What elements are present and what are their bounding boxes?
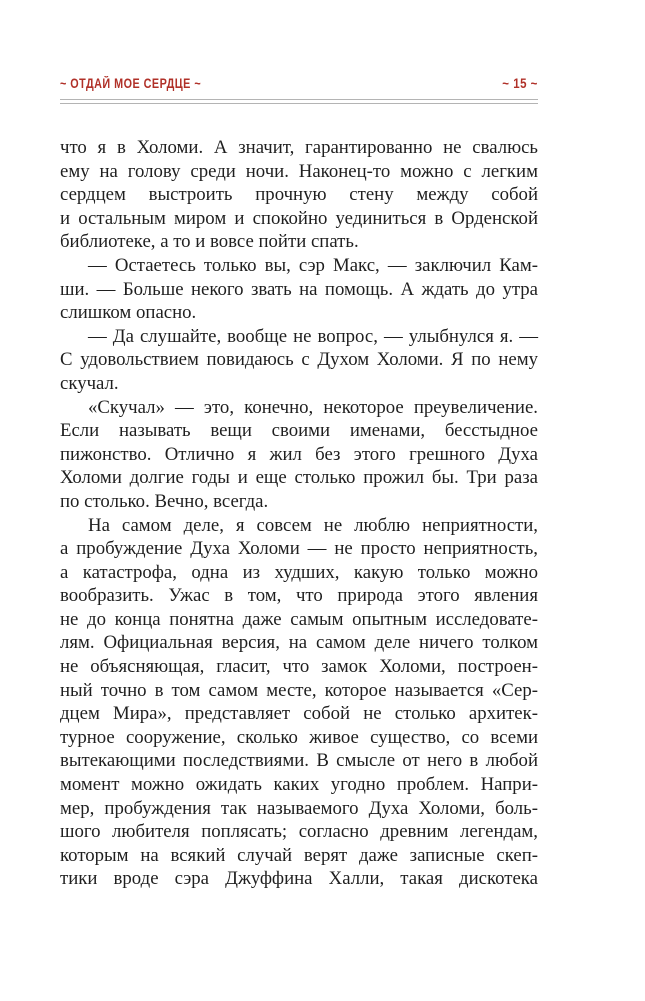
text-line: вытекающими последствиями. В смысле от него в любой [60, 750, 538, 772]
text-line: дцем Мира», представляет собой не столько архитек- [60, 703, 538, 725]
text-line: библиотеке, а то и вовсе пойти спать. [60, 231, 359, 253]
text-line: сердцем выстроить прочную стену между собой [60, 184, 538, 206]
text-line: тики вроде сэра Джуффина Халли, такая дискотека [60, 868, 538, 890]
text-line: скучал. [60, 372, 119, 394]
text-line: «Скучал» — это, конечно, некоторое преувеличение. [88, 396, 538, 418]
text-line: Если называть вещи своими именами, бесстыдное [60, 420, 538, 442]
header-rule [60, 99, 538, 104]
text-line: что я в Холоми. А значит, гарантированно не свалюсь [60, 137, 538, 158]
text-line: Холоми долгие годы и еще столько прожил бы. Три раза [60, 467, 538, 489]
text-line: не до конца понятна даже самым опытным исследовате- [60, 608, 538, 630]
text-line: слишком опасно. [60, 302, 197, 324]
page-text [60, 136, 538, 891]
running-head-title: ~ ОТДАЙ МОЕ СЕРДЦЕ ~ [60, 76, 202, 91]
text-line: турное сооружение, сколько живое существо, со всеми [60, 726, 538, 748]
text-line: — Да слушайте, вообще не вопрос, — улыбнулся я. — [88, 325, 538, 347]
text-line: мер, пробуждения так называемого Духа Холоми, боль- [60, 797, 538, 819]
text-line: вообразить. Ужас в том, что природа этого явления [60, 585, 538, 607]
text-line: которым на всякий случай верят даже записные скеп- [60, 844, 538, 866]
text-line: ный точно в том самом месте, которое называется «Сер- [60, 679, 538, 701]
text-line: — Остаетесь только вы, сэр Макс, — заключил Кам- [88, 254, 538, 276]
text-line: а пробуждение Духа Холоми — не просто неприятность, [60, 538, 538, 560]
text-line: На самом деле, я совсем не люблю неприятности, [88, 514, 538, 536]
text-line: С удовольствием повидаюсь с Духом Холоми. Я по нему [60, 349, 538, 371]
text-line: не объясняющая, гласит, что замок Холоми, построен- [60, 656, 538, 678]
text-line: пижонство. Отлично я жил без этого грешного Духа [60, 443, 538, 465]
text-line: ши. — Больше некого звать на помощь. А ждать до утра [60, 278, 538, 300]
text-line: шого любителя поплясать; согласно древним легендам, [60, 821, 538, 843]
text-line: по столько. Вечно, всегда. [60, 490, 269, 512]
text-line: и остальным миром и спокойно уединиться в Орденской [60, 207, 538, 229]
text-line: ему на голову среди ночи. Наконец-то можно с легким [60, 160, 538, 182]
running-head [60, 76, 538, 94]
text-line: лям. Официальная версия, на самом деле ничего толком [60, 632, 538, 654]
text-line: а катастрофа, одна из худших, какую только можно [60, 561, 538, 583]
text-line: момент можно ожидать каких угодно проблем. Напри- [60, 774, 538, 796]
page-number: ~ 15 ~ [502, 76, 538, 91]
